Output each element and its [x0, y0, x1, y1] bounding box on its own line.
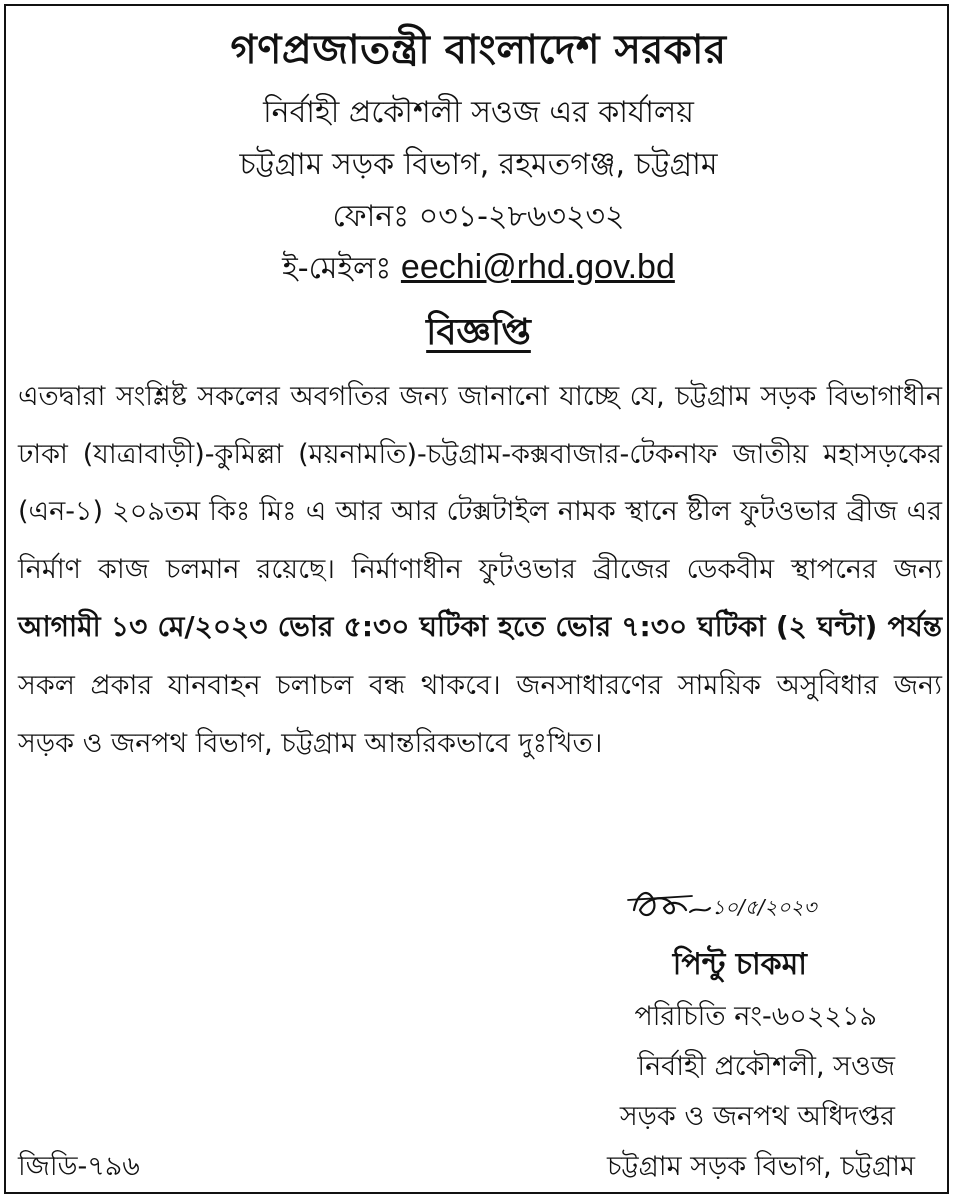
- office-name: নির্বাহী প্রকৌশলী সওজ এর কার্যালয়: [263, 95, 694, 130]
- notice-closure-time: আগামী ১৩ মে/২০২৩ ভোর ৫:৩০ ঘটিকা হতে ভোর ৭:৩০ ঘটিকা (২ ঘন্টা) পর্যন্ত: [18, 610, 942, 644]
- signer-name: পিন্টু চাকমা: [672, 947, 807, 982]
- handwritten-signature: [620, 880, 860, 930]
- notice-body-closing: সকল প্রকার যানবাহন চলাচল বন্ধ থাকবে। জনসাধারণের সাময়িক অসুবিধার জন্য সড়ক ও জনপথ বিভাগ, চট্টগ্রাম আন্তরিকভাবে দুঃখিত।: [18, 669, 942, 759]
- government-title: গণপ্রজাতন্ত্রী বাংলাদেশ সরকার: [230, 27, 727, 73]
- signer-department: সড়ক ও জনপথ অধিদপ্তর: [619, 1101, 895, 1132]
- signer-office: চট্টগ্রাম সড়ক বিভাগ, চট্টগ্রাম: [606, 1151, 915, 1182]
- signer-id: পরিচিতি নং-৬০২২১৯: [634, 1001, 877, 1032]
- email-line: [0, 244, 957, 295]
- email-link[interactable]: eechi@rhd.gov.bd: [400, 248, 675, 286]
- notice-body-intro: এতদ্বারা সংশ্লিষ্ট সকলের অবগতির জন্য জানানো যাচ্ছে যে, চট্টগ্রাম সড়ক বিভাগাধীন ঢাকা (যাত্রাবাড়ী)-কুমিল্লা (ময়নামতি)-চট্টগ্রাম-কক্সবাজার-টেকনাফ জাতীয় মহাসড়কের (এন-১) ২০৯তম কিঃ মিঃ এ আর আর টেক্সটাইল নামক স্থানে ষ্টীল ফুটওভার ব্রীজ এর নির্মাণ কাজ চলমান রয়েছে। নির্মাণাধীন ফুটওভার ব্রীজের ডেকবীম স্থাপনের জন্য: [18, 381, 942, 585]
- signature-date: ১০/৫/২০২৩: [712, 895, 817, 919]
- signer-title: নির্বাহী প্রকৌশলী, সওজ: [637, 1051, 895, 1082]
- phone-number: ফোনঃ ০৩১-২৮৬৩২৩২: [332, 199, 625, 234]
- gd-number: জিডি-৭৯৬: [18, 1151, 140, 1182]
- notice-body: [18, 368, 942, 772]
- division-address: চট্টগ্রাম সড়ক বিভাগ, রহমতগঞ্জ, চট্টগ্রাম: [239, 147, 718, 182]
- notice-heading: বিজ্ঞপ্তি: [426, 312, 531, 353]
- email-label: ই-মেইলঃ: [282, 251, 392, 286]
